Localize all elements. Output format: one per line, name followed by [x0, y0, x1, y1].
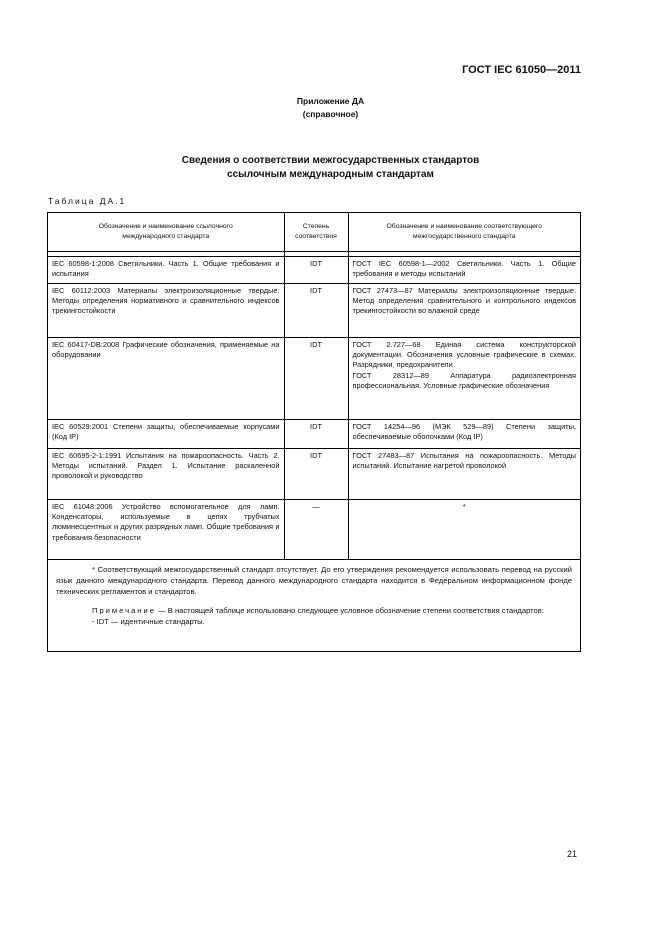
cell-gost: * — [348, 500, 580, 560]
document-code: ГОСТ IEC 61050—2011 — [462, 64, 581, 76]
table-row — [48, 284, 580, 338]
cell-gost: ГОСТ 27483—87 Испытания на пожароопасность. Методы испытаний. Испытание нагретой проволокой — [348, 449, 580, 500]
appendix-title: Приложение ДА — [296, 96, 365, 106]
page-title-line-1: Сведения о соответствии межгосударственных стандартов — [181, 155, 480, 166]
cell-reference: IEC 61048:2006 Устройство вспомогательное для ламп. Конденсаторы, используемые в цепях трубчатых люминесцентных и других разрядных ламп. Общие требования и требования безопасности — [48, 500, 284, 560]
cell-reference: IEC 60529:2001 Степени защиты, обеспечиваемые корпусами (Код IP) — [48, 420, 284, 449]
table-frame — [47, 212, 581, 652]
note-label: Примечание — [92, 606, 156, 615]
cell-degree: IDT — [284, 338, 348, 420]
cell-reference: IEC 60417-DB:2008 Графические обозначения, применяемые на оборудовании — [48, 338, 284, 420]
cell-reference: IEC 60598-1:2008 Светильники. Часть 1. Общие требования и испытания — [48, 257, 284, 284]
table-row — [48, 500, 580, 560]
table-label: Таблица ДА.1 — [48, 196, 127, 206]
cell-reference: IEC 60112:2003 Материалы электроизоляционные твердые. Методы определения нормативного и сравнительного индексов трекингостойкости — [48, 284, 284, 338]
cell-gost: ГОСТ IEC 60598-1—2002 Светильники. Часть 1. Общие требования и методы испытаний — [348, 257, 580, 284]
cell-degree: IDT — [284, 257, 348, 284]
appendix-subtitle: (справочное) — [302, 109, 359, 119]
page-title — [0, 154, 661, 182]
cell-degree: IDT — [284, 449, 348, 500]
header-interstate-standard: Обозначение и наименование соответствующего межгосударственного стандарта — [348, 213, 580, 252]
cell-degree: — — [284, 500, 348, 560]
table-header-row — [48, 213, 580, 252]
table-note — [56, 605, 572, 616]
cell-gost — [348, 338, 580, 420]
cell-degree: IDT — [284, 420, 348, 449]
cell-gost: ГОСТ 27473—87 Материалы электроизоляционные твердые. Метод определения сравнительного и контрольного индексов трекингостойкости во влажной среде — [348, 284, 580, 338]
appendix-heading — [0, 95, 661, 121]
table-row — [48, 338, 580, 420]
page-title-line-2: ссылочным международным стандартам — [227, 169, 434, 180]
correspondence-table — [48, 213, 580, 560]
note-item: - IDT — идентичные стандарты. — [92, 617, 205, 626]
page-number: 21 — [566, 849, 577, 859]
table-footnotes — [48, 560, 580, 627]
gost-entry: ГОСТ 2.727—68 Единая система конструкторской документации. Обозначения условные графические в схемах. Разрядники, предохранители — [352, 340, 576, 370]
cell-gost: ГОСТ 14254—96 (МЭК 529—89) Степени защиты, обеспечиваемые оболочками (Код IP) — [348, 420, 580, 449]
gost-entry: ГОСТ 28312—89 Аппаратура радиоэлектронная профессиональная. Условные графические обозначения — [352, 370, 576, 390]
table-row — [48, 257, 580, 284]
note-text: — В настоящей таблице использовано следующее условное обозначение степени соответствия стандартов: — [158, 606, 544, 615]
table-row — [48, 449, 580, 500]
cell-reference: IEC 60695-2-1:1991 Испытания на пожароопасность. Часть 2. Методы испытаний. Раздел 1. Испытание раскаленной проволокой и руководство — [48, 449, 284, 500]
table-row — [48, 420, 580, 449]
footnote: * Соответствующий межгосударственный стандарт отсутствует. До его утверждения рекомендуется использовать перевод на русский язык данного международного стандарта. Перевод данного международного стандарта находится в Федеральном информационном фонде технических регламентов и стандартов. — [56, 565, 572, 596]
cell-degree: IDT — [284, 284, 348, 338]
header-reference-standard: Обозначение и наименование ссылочного международного стандарта — [48, 213, 284, 252]
header-degree: Степень соответствия — [284, 213, 348, 252]
